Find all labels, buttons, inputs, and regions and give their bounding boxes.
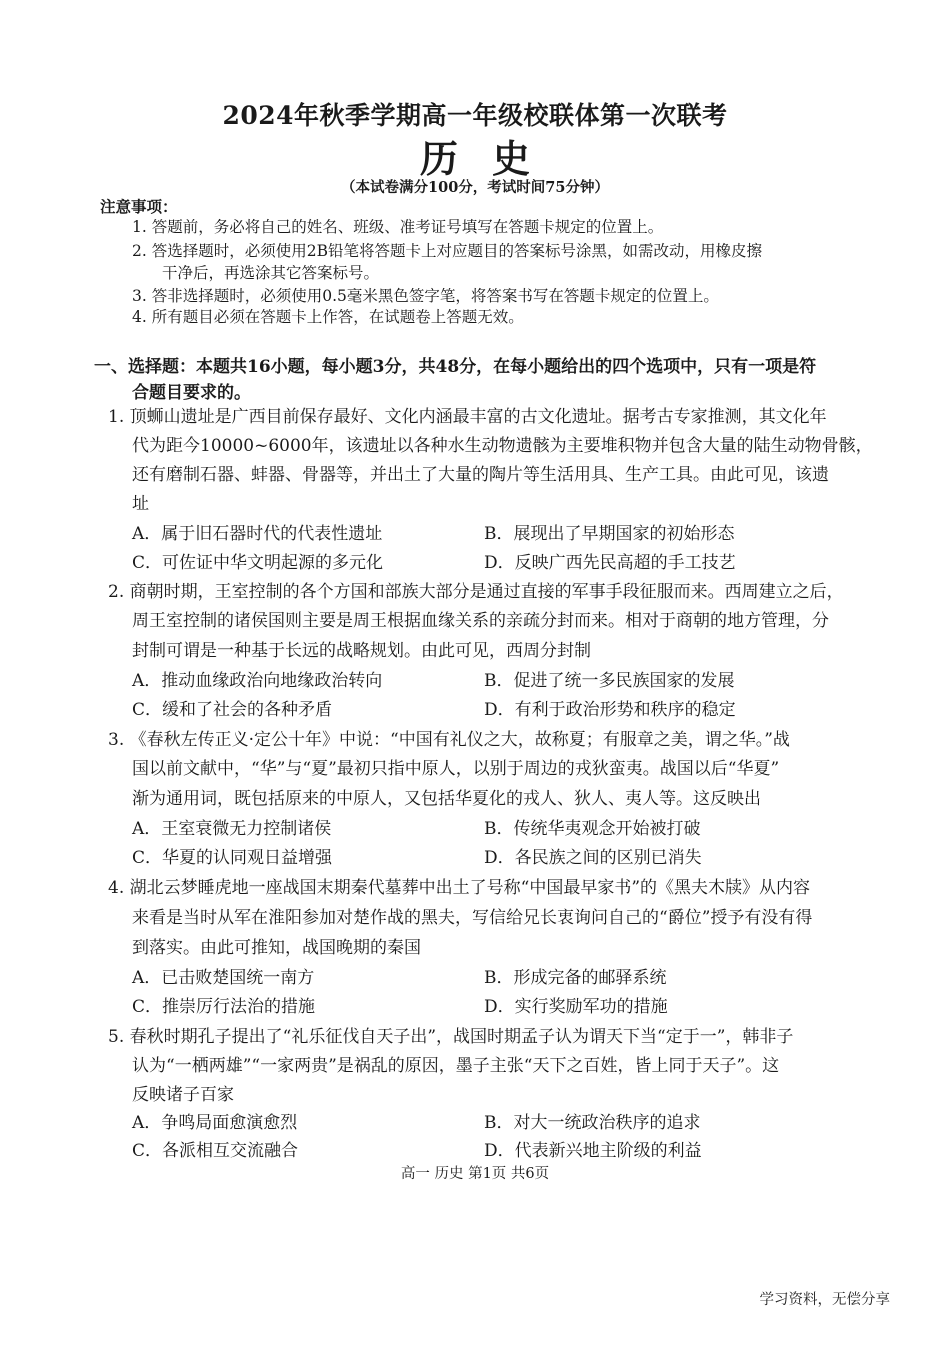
question-text: 到落实。由此可推知，战国晚期的秦国: [132, 938, 421, 958]
option-c: C．可佐证中华文明起源的多元化: [132, 553, 384, 573]
question-text: 认为“一栖两雄”“一家两贵”是祸乱的原因，墨子主张“天下之百姓，皆上同于天子”。这: [132, 1056, 780, 1076]
option-c: C．各派相互交流融合: [132, 1141, 299, 1161]
question-text: 2. 商朝时期，王室控制的各个方国和部族大部分是通过直接的军事手段征服而来。西周建立之后，: [108, 582, 844, 602]
option-b: B．对大一统政治秩序的追求: [484, 1113, 701, 1133]
option-d: D．有利于政治形势和秩序的稳定: [484, 700, 736, 720]
option-c: C．推崇厉行法治的措施: [132, 997, 316, 1017]
question-text: 5. 春秋时期孔子提出了“礼乐征伐自天子出”，战国时期孟子认为谓天下当“定于一”，韩非子: [108, 1027, 794, 1047]
option-a: A．争鸣局面愈演愈烈: [132, 1113, 298, 1133]
question-text: 来看是当时从军在淮阳参加对楚作战的黑夫，写信给兄长衷询问自己的“爵位”授予有没有得: [132, 908, 813, 928]
option-d: D．各民族之间的区别已消失: [484, 848, 702, 868]
question-text: 反映诸子百家: [132, 1085, 234, 1105]
question-text: 4. 湖北云梦睡虎地一座战国末期秦代墓葬中出土了号称“中国最早家书”的《黑夫木牍》从内容: [108, 878, 811, 898]
option-a: A．已击败楚国统一南方: [132, 968, 315, 988]
question-text: 国以前文献中，“华”与“夏”最初只指中原人，以别于周边的戎狄蛮夷。战国以后“华夏”: [132, 759, 780, 779]
option-b: B．促进了统一多民族国家的发展: [484, 671, 735, 691]
notice-item: 2. 答选择题时，必须使用2B铅笔将答题卡上对应题目的答案标号涂黑，如需改动，用橡皮擦: [132, 242, 762, 260]
option-b: B．传统华夷观念开始被打破: [484, 819, 701, 839]
option-d: D．代表新兴地主阶级的利益: [484, 1141, 702, 1161]
question-text: 址: [132, 494, 149, 514]
notice-item: 1. 答题前，务必将自己的姓名、班级、准考证号填写在答题卡规定的位置上。: [132, 218, 664, 236]
notice-item: 4. 所有题目必须在答题卡上作答，在试题卷上答题无效。: [132, 308, 524, 326]
watermark-text: 学习资料，无偿分享: [759, 1292, 890, 1308]
option-c: C．缓和了社会的各种矛盾: [132, 700, 333, 720]
question-text: 渐为通用词，既包括原来的中原人，又包括华夏化的戎人、狄人、夷人等。这反映出: [132, 789, 761, 809]
option-a: A．推动血缘政治向地缘政治转向: [132, 671, 383, 691]
question-text: 1. 顶蛳山遗址是广西目前保存最好、文化内涵最丰富的古文化遗址。据考古专家推测，其文化年: [108, 407, 827, 427]
option-a: A．王室衰微无力控制诸侯: [132, 819, 332, 839]
question-text: 代为距今10000~6000年，该遗址以各种水生动物遗骸为主要堆积物并包含大量的陆生动物骨骸，: [132, 436, 873, 456]
option-c: C．华夏的认同观日益增强: [132, 848, 333, 868]
option-d: D．实行奖励军功的措施: [484, 997, 668, 1017]
question-text: 还有磨制石器、蚌器、骨器等，并出土了大量的陶片等生活用具、生产工具。由此可见，该遗: [132, 465, 829, 485]
subject-title: 历史: [419, 136, 564, 181]
section-heading-cont: 合题目要求的。: [132, 383, 251, 403]
option-b: B．展现出了早期国家的初始形态: [484, 524, 735, 544]
option-b: B．形成完备的邮驿系统: [484, 968, 667, 988]
question-text: 周王室控制的诸侯国则主要是周王根据血缘关系的亲疏分封而来。相对于商朝的地方管理，分: [132, 611, 829, 631]
page-footer: 高一 历史 第1页 共6页: [400, 1166, 550, 1182]
notice-item: 3. 答非选择题时，必须使用0.5毫米黑色签字笔，将答案书写在答题卡规定的位置上。: [132, 287, 719, 305]
option-d: D．反映广西先民高超的手工技艺: [484, 553, 736, 573]
question-text: 3. 《春秋左传正义·定公十年》中说：“中国有礼仪之大，故称夏；有服章之美，谓之华。”战: [108, 730, 790, 750]
exam-meta: （本试卷满分100分，考试时间75分钟）: [341, 179, 609, 196]
question-text: 封制可谓是一种基于长远的战略规划。由此可见，西周分封制: [132, 641, 591, 661]
notice-heading: 注意事项：: [100, 197, 178, 216]
section-heading: 一、选择题：本题共16小题，每小题3分，共48分，在每小题给出的四个选项中，只有一项是符: [94, 357, 817, 377]
exam-title: 2024年秋季学期高一年级校联体第一次联考: [222, 101, 728, 130]
option-a: A．属于旧石器时代的代表性遗址: [132, 524, 383, 544]
notice-item: 干净后，再选涂其它答案标号。: [162, 264, 380, 282]
